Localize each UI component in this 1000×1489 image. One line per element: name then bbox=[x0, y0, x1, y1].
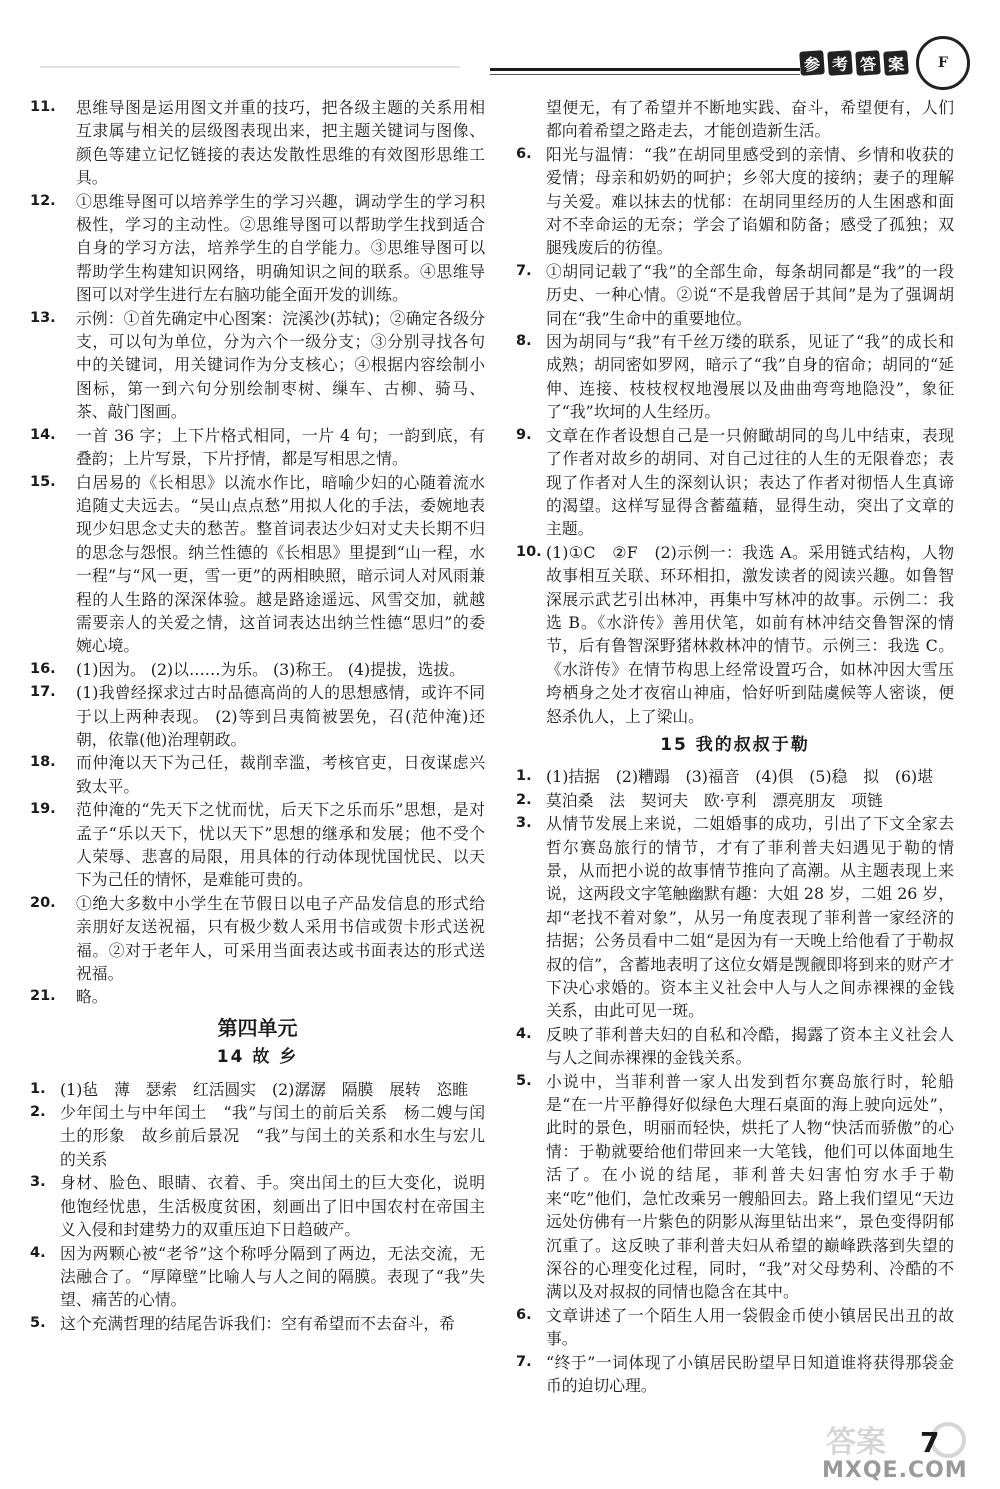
right-column bbox=[516, 96, 954, 1397]
answer-item bbox=[516, 330, 954, 424]
answer-item bbox=[516, 1070, 954, 1304]
answer-item bbox=[30, 307, 485, 424]
answer-number: 2. bbox=[30, 1104, 46, 1121]
continued-text: 望便无，有了希望并不断地实践、奋斗，希望便有，人们都向着希望之路走去，才能创造新生活。 bbox=[546, 98, 954, 141]
answer-text: (1)①C ②F (2)示例一：我选 A。采用链式结构，人物故事相互关联、环环相扣，激发读者的阅读兴趣。如鲁智深展示武艺引出林冲，再集中写林冲的故事。示例二：我选 B。《水浒传》善用伏笔，如前有林冲结交鲁智深的情节，后有鲁智深野猪林救林冲的情节。示例三：我选 C。《水浒传》在情节构思上经常设置巧合，如林冲因大雪压垮栖身之处才夜宿山神庙，恰好听到陆虞候等人密谈，便怒杀仇人，上了梁山。 bbox=[546, 542, 954, 726]
watermark-text: MXQE.COM bbox=[822, 1458, 968, 1483]
answer-text: 小说中，当菲利普一家人出发到哲尔赛岛旅行时，轮船是“在一片平静得好似绿色大理石桌面的海上驶向远处”，此时的景色，明丽而轻快，烘托了人物“快活而骄傲”的心情：于勒就要给他们带回来一大笔钱，他们可以体面地生活了。在小说的结尾，菲利普夫妇害怕穷水手于勒来“吃”他们，急忙改乘另一艘船回去。路上我们望见“天边远处仿佛有一片紫色的阴影从海里钻出来”，景色变得阴郁沉重了。这反映了菲利普夫妇从希望的巅峰跌落到失望的深谷的心理变化过程，同时，“我”对父母势利、冷酷的不满以及对叔叔的同情也隐含在其中。 bbox=[546, 1071, 954, 1302]
answer-number: 1. bbox=[30, 1080, 46, 1097]
answer-key-badge bbox=[800, 36, 970, 90]
badge-char-3: 答 bbox=[855, 50, 881, 76]
answer-text: 少年闰土与中年闰土 “我”与闰土的前后关系 杨二嫂与闰土的形象 故乡前后景况 “我”与闰土的关系和水生与宏儿的关系 bbox=[60, 1103, 485, 1169]
answer-number: 4. bbox=[30, 1244, 46, 1261]
lesson-title: 15 我的叔叔于勒 bbox=[660, 734, 810, 755]
answer-number: 10. bbox=[516, 543, 542, 560]
answer-text: ①绝大多数中小学生在节假日以电子产品发信息的形式给亲朋好友送祝福，只有极少数人采用书信或贺卡形式送祝福。②对于老年人，可采用当面表达或书面表达的形式送祝福。 bbox=[76, 893, 485, 984]
answer-number: 2. bbox=[516, 791, 532, 808]
answer-number: 14. bbox=[30, 426, 56, 443]
answer-item bbox=[516, 541, 954, 728]
badge-char-4: 案 bbox=[883, 50, 909, 76]
answer-item bbox=[30, 424, 485, 471]
answer-item bbox=[30, 798, 485, 892]
answer-item bbox=[516, 1023, 954, 1070]
unit-title: 第四单元 bbox=[217, 1015, 298, 1040]
answer-text: 因为胡同与“我”有千丝万缕的联系，见证了“我”的成长和成熟；胡同密如罗网，暗示了“我”自身的宿命；胡同的“延伸、连接、枝枝杈杈地漫展以及曲曲弯弯地隐没”，象征了“我”坎坷的人生经历。 bbox=[546, 332, 954, 422]
answer-item bbox=[516, 424, 954, 541]
answer-text: 略。 bbox=[76, 987, 108, 1007]
answer-item bbox=[516, 812, 954, 1023]
answer-text: (1)毡 薄 瑟索 红活圆实 (2)潺潺 隔膜 展转 恣睢 bbox=[60, 1079, 469, 1099]
answer-number: 13. bbox=[30, 309, 56, 326]
answer-item bbox=[30, 1171, 485, 1241]
answer-text: 身材、脸色、眼睛、衣着、手。突出闰土的巨大变化，说明他饱经忧患，生活极度贫困，刻画出了旧中国农村在帝国主义入侵和封建势力的双重压迫下日趋破产。 bbox=[60, 1173, 485, 1240]
header-faint-rule bbox=[40, 66, 460, 68]
badge-circle-logo: F bbox=[916, 36, 970, 90]
answer-item bbox=[30, 751, 485, 798]
answer-item bbox=[30, 892, 485, 986]
answer-item bbox=[516, 1351, 954, 1398]
answer-number: 20. bbox=[30, 894, 56, 911]
answer-text: 这个充满哲理的结尾告诉我们：空有希望而不去奋斗，希 bbox=[60, 1313, 455, 1333]
answer-number: 7. bbox=[516, 262, 532, 279]
answer-text: (1)拮据 (2)糟蹋 (3)福音 (4)倶 (5)稳 拟 (6)堪 bbox=[546, 767, 934, 787]
answer-number: 4. bbox=[516, 1025, 532, 1042]
answer-item bbox=[30, 190, 485, 307]
badge-char-2: 考 bbox=[827, 50, 853, 76]
answer-number: 8. bbox=[516, 333, 532, 350]
answer-text: (1)我曾经探求过古时品德高尚的人的思想感情，或许不同于以上两种表现。 (2)等到吕夷简被罢免，召(范仲淹)还朝，依靠(他)治理朝政。 bbox=[76, 683, 485, 749]
answer-number: 12. bbox=[30, 192, 56, 209]
answer-item bbox=[30, 1078, 485, 1101]
answer-text: 因为两颗心被“老爷”这个称呼分隔到了两边，无法交流，无法融合了。“厚障壁”比喻人与人之间的隔膜。表现了“我”失望、痛苦的心情。 bbox=[60, 1243, 485, 1310]
answer-number: 3. bbox=[30, 1174, 46, 1191]
answer-number: 1. bbox=[516, 768, 532, 785]
answer-number: 5. bbox=[30, 1314, 46, 1331]
answer-item bbox=[516, 260, 954, 330]
answer-text: 白居易的《长相思》以流水作比，暗喻少妇的心随着流水追随丈夫远去。“吴山点点愁”用拟人化的手法，委婉地表现少妇思念丈夫的愁苦。整首词表达少妇对丈夫长期不归的思念与怨恨。纳兰性德的《长相思》里提到“山一程，水一程”与“风一更，雪一更”的两相映照，暗示词人对风雨兼程的人生路的深深体验。越是路途遥远、风雪交加，就越需要亲人的关爱之情，这首词表达出纳兰性德“思归”的委婉心境。 bbox=[76, 472, 485, 656]
answer-number: 7. bbox=[516, 1353, 532, 1370]
answer-number: 5. bbox=[516, 1072, 532, 1089]
page-number: 7 bbox=[920, 1426, 940, 1459]
header-rule-thin bbox=[490, 74, 800, 75]
lesson-title: 14 故 乡 bbox=[216, 1047, 299, 1068]
answer-number: 6. bbox=[516, 145, 532, 162]
left-column bbox=[30, 96, 485, 1335]
answer-text: 莫泊桑 法 契诃夫 欧·亨利 漂亮朋友 项链 bbox=[546, 790, 883, 810]
answer-number: 17. bbox=[30, 684, 56, 701]
answer-text: 而仲淹以天下为己任，裁削幸滥，考核官吏，日夜谋虑兴致太平。 bbox=[76, 753, 485, 796]
answer-number: 18. bbox=[30, 754, 56, 771]
answer-item bbox=[30, 1312, 485, 1335]
badge-char-1: 参 bbox=[799, 50, 825, 76]
answer-item bbox=[30, 985, 485, 1008]
answer-text: 文章讲述了一个陌生人用一袋假金币使小镇居民出丑的故事。 bbox=[546, 1305, 954, 1349]
answer-number: 6. bbox=[516, 1306, 532, 1323]
answer-number: 3. bbox=[516, 815, 532, 832]
answer-item bbox=[30, 681, 485, 751]
answer-item bbox=[30, 1101, 485, 1171]
answer-item bbox=[30, 1242, 485, 1312]
answer-item bbox=[516, 1304, 954, 1351]
answer-item bbox=[516, 765, 954, 788]
answer-text: 反映了菲利普夫妇的自私和冷酷，揭露了资本主义社会人与人之间赤裸裸的金钱关系。 bbox=[546, 1024, 954, 1068]
answer-item bbox=[516, 789, 954, 812]
answer-text: 范仲淹的“先天下之忧而忧，后天下之乐而乐”思想，是对孟子“乐以天下，忧以天下”思想的继承和发展；他不受个人荣辱、悲喜的局限，用具体的行动体现忧国忧民、以天下为己任的情怀，是难能可贵的。 bbox=[76, 800, 485, 890]
header-rule bbox=[490, 68, 800, 71]
answer-number: 19. bbox=[30, 801, 56, 818]
answer-text: ①胡同记载了“我”的全部生命，每条胡同都是“我”的一段历史、一种心情。②说“不是我曾居于其间”是为了强调胡同在“我”生命中的重要地位。 bbox=[546, 261, 954, 328]
answer-item bbox=[30, 658, 485, 681]
answer-item bbox=[30, 96, 485, 190]
answer-number: 16. bbox=[30, 660, 56, 677]
answer-text: 文章在作者设想自己是一只俯瞰胡同的鸟儿中结束，表现了作者对故乡的胡同、对自己过往的人生的无限眷恋；表现了作者对人生的深刻认识；表达了作者对彻悟人生真谛的渴望。这样写显得含蓄蕴藉，显得生动，突出了文章的主题。 bbox=[546, 425, 954, 539]
answer-text: ①思维导图可以培养学生的学习兴趣，调动学生的学习积极性，学习的主动性。②思维导图可以帮助学生找到适合自身的学习方法，培养学生的自学能力。③思维导图可以帮助学生构建知识网络，明确知识之间的联系。④思维导图可以对学生进行左右脑功能全面开发的训练。 bbox=[76, 191, 485, 305]
answer-item bbox=[30, 471, 485, 658]
answer-number: 9. bbox=[516, 426, 532, 443]
answer-number: 15. bbox=[30, 473, 56, 490]
answer-item bbox=[516, 143, 954, 260]
answer-text: 思维导图是运用图文并重的技巧，把各级主题的关系用相互隶属与相关的层级图表现出来，把主题关键词与图像、颜色等建立记忆链接的表达发散性思维的有效图形思维工具。 bbox=[76, 98, 485, 188]
watermark-chars: 答案 bbox=[826, 1425, 886, 1460]
answer-number: 11. bbox=[30, 99, 56, 115]
answer-number: 21. bbox=[30, 988, 56, 1005]
answer-text: 示例：①首先确定中心图案：浣溪沙(苏轼)；②确定各级分支，可以句为单位，分为六个一级分支；③分别寻找各句中的关键词，用关键词作为分支核心；④根据内容绘制小图标，第一到六句分别绘制枣树、缫车、古柳、骑马、茶、敲门图画。 bbox=[76, 308, 485, 422]
answer-text: 从情节发展上来说，二姐婚事的成功，引出了下文全家去哲尔赛岛旅行的情节，才有了菲利普夫妇遇见于勒的情景，从而把小说的故事情节推向了高潮。从主题表现上来说，这两段文字笔触幽默有趣：大姐 28 岁，二姐 26 岁，却“老找不着对象”，从另一角度表现了菲利普一家经济的拮据；公务员看中二姐“是因为有一天晚上给他看了于勒叔叔的信”，含蓄地表明了这位女婿是觊觎即将到来的财产才下决心求婚的。资本主义社会中人与人之间赤裸裸的金钱关系，由此可见一斑。 bbox=[546, 814, 954, 1021]
answer-text: “终于”一词体现了小镇居民盼望早日知道谁将获得那袋金币的迫切心理。 bbox=[546, 1352, 954, 1395]
answer-text: (1)因为。 (2)以……为乐。 (3)称王。 (4)提拔，选拔。 bbox=[76, 659, 465, 679]
answer-text: 一首 36 字；上下片格式相同，一片 4 句；一韵到底，有叠韵；上片写景，下片抒情，都是写相思之情。 bbox=[76, 425, 485, 469]
answer-text: 阳光与温情：“我”在胡同里感受到的亲情、乡情和收获的爱情；母亲和奶奶的呵护；乡邻大度的接纳；妻子的理解与关爱。难以抹去的忧郁：在胡同里经历的人生困惑和面对不幸命运的无奈；学会了谄媚和防备；感受了孤独；双腿残废后的彷徨。 bbox=[546, 144, 954, 258]
